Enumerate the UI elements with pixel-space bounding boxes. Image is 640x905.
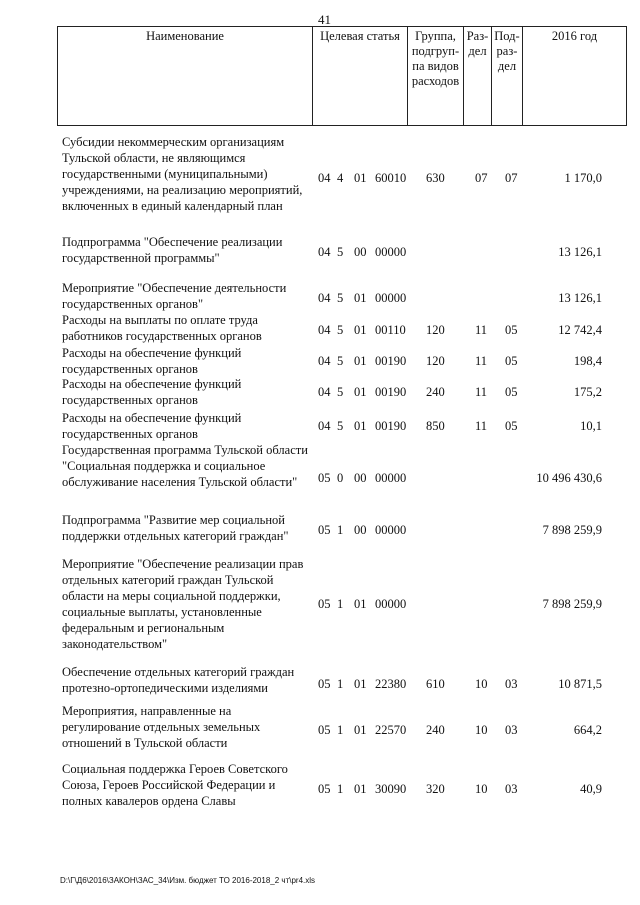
expense-group: 320 (426, 782, 445, 796)
row-name: Мероприятия, направленные на регулирование отдельных земельных отношений в Тульской области (62, 704, 261, 750)
row-name: Подпрограмма "Обеспечение реализации государственной программы" (62, 235, 283, 265)
target-direction-code: 00000 (375, 523, 407, 537)
target-direction-code: 00000 (375, 597, 407, 611)
target-program-code: 04 (318, 291, 331, 305)
header-year: 2016 год (523, 27, 627, 126)
amount-2016: 40,9 (580, 782, 602, 796)
header-target: Целевая статья (313, 27, 408, 126)
header-name: Наименование (58, 27, 313, 126)
target-subprogram-code: 1 (337, 782, 344, 796)
subsection-code: 05 (505, 419, 518, 433)
section-code: 11 (475, 354, 488, 368)
target-event-code: 01 (354, 291, 367, 305)
target-subprogram-code: 5 (337, 385, 344, 399)
amount-2016: 13 126,1 (558, 291, 602, 305)
amount-2016: 13 126,1 (558, 245, 602, 259)
subsection-code: 05 (505, 323, 518, 337)
file-path-footer: D:\Г\Д6\2016\ЗАКОН\ЗАС_34\Изм. бюджет ТО 2016-2018_2 чт\pr4.xls (60, 876, 316, 885)
section-code: 11 (475, 385, 488, 399)
target-program-code: 04 (318, 354, 331, 368)
target-subprogram-code: 5 (337, 245, 344, 259)
target-program-code: 04 (318, 385, 331, 399)
target-subprogram-code: 5 (337, 323, 344, 337)
row-name: Расходы на обеспечение функций государственных органов (62, 346, 242, 376)
target-direction-code: 00000 (375, 471, 407, 485)
row-name: Расходы на обеспечение функций государственных органов (62, 377, 242, 407)
amount-2016: 10 871,5 (558, 677, 602, 691)
target-subprogram-code: 1 (337, 677, 344, 691)
header-section: Раз-дел (464, 27, 492, 126)
target-subprogram-code: 0 (337, 471, 344, 485)
section-code: 10 (475, 723, 488, 737)
amount-2016: 664,2 (573, 723, 602, 737)
header-group: Группа, подгруп-па видов расходов (408, 27, 464, 126)
subsection-code: 05 (505, 354, 518, 368)
amount-2016: 10 496 430,6 (536, 471, 602, 485)
subsection-code: 03 (505, 723, 518, 737)
target-event-code: 01 (354, 723, 367, 737)
target-direction-code: 60010 (375, 171, 407, 185)
row-name: Расходы на выплаты по оплате труда работников государственных органов (62, 313, 262, 343)
section-code: 10 (475, 782, 488, 796)
target-program-code: 05 (318, 597, 331, 611)
target-direction-code: 00190 (375, 354, 407, 368)
target-program-code: 05 (318, 523, 331, 537)
expense-group: 240 (426, 723, 445, 737)
target-event-code: 00 (354, 245, 367, 259)
row-name: Социальная поддержка Героев Советского Союза, Героев Российской Федерации и полных кавалеров ордена Славы (62, 762, 288, 808)
expense-group: 120 (426, 323, 445, 337)
target-direction-code: 30090 (375, 782, 407, 796)
target-event-code: 00 (354, 523, 367, 537)
amount-2016: 175,2 (573, 385, 602, 399)
target-event-code: 01 (354, 385, 367, 399)
amount-2016: 10,1 (580, 419, 602, 433)
target-event-code: 01 (354, 354, 367, 368)
target-program-code: 04 (318, 171, 331, 185)
amount-2016: 7 898 259,9 (542, 523, 602, 537)
target-subprogram-code: 5 (337, 354, 344, 368)
target-subprogram-code: 1 (337, 523, 344, 537)
amount-2016: 198,4 (573, 354, 602, 368)
section-code: 07 (475, 171, 488, 185)
target-program-code: 04 (318, 419, 331, 433)
expense-group: 610 (426, 677, 445, 691)
subsection-code: 07 (505, 171, 518, 185)
target-program-code: 04 (318, 323, 331, 337)
target-direction-code: 00110 (375, 323, 406, 337)
target-program-code: 04 (318, 245, 331, 259)
target-subprogram-code: 5 (337, 419, 344, 433)
section-code: 11 (475, 419, 488, 433)
target-program-code: 05 (318, 782, 331, 796)
row-name: Обеспечение отдельных категорий граждан протезно-ортопедическими изделиями (62, 665, 295, 695)
target-direction-code: 00190 (375, 419, 407, 433)
target-event-code: 01 (354, 677, 367, 691)
amount-2016: 7 898 259,9 (542, 597, 602, 611)
target-program-code: 05 (318, 723, 331, 737)
page-number: 41 (318, 12, 331, 27)
target-program-code: 05 (318, 677, 331, 691)
subsection-code: 03 (505, 782, 518, 796)
target-event-code: 01 (354, 597, 367, 611)
subsection-code: 05 (505, 385, 518, 399)
target-subprogram-code: 1 (337, 723, 344, 737)
row-name: Мероприятие "Обеспечение реализации прав отдельных категорий граждан Тульской области на меры социальной поддержки, социальные выплаты, установленные федеральным и региональным законодательством" (62, 557, 304, 651)
target-direction-code: 00190 (375, 385, 407, 399)
row-name: Субсидии некоммерческим организациям Тульской области, не являющимся государственными (муниципальными) учреждениями, на реализацию мероприятий, включенных в единый календарный план (62, 135, 303, 213)
row-name: Подпрограмма "Развитие мер социальной поддержки отдельных категорий граждан" (62, 513, 289, 543)
row-name: Мероприятие "Обеспечение деятельности государственных органов" (62, 281, 287, 311)
amount-2016: 12 742,4 (558, 323, 602, 337)
target-direction-code: 22570 (375, 723, 407, 737)
header-subsection: Под-раз-дел (492, 27, 523, 126)
expense-group: 240 (426, 385, 445, 399)
section-code: 11 (475, 323, 488, 337)
section-code: 10 (475, 677, 488, 691)
subsection-code: 03 (505, 677, 518, 691)
target-event-code: 01 (354, 171, 367, 185)
expense-group: 850 (426, 419, 445, 433)
target-event-code: 01 (354, 782, 367, 796)
amount-2016: 1 170,0 (564, 171, 602, 185)
target-direction-code: 00000 (375, 245, 407, 259)
expense-group: 120 (426, 354, 445, 368)
target-event-code: 00 (354, 471, 367, 485)
target-event-code: 01 (354, 323, 367, 337)
target-direction-code: 00000 (375, 291, 407, 305)
target-subprogram-code: 1 (337, 597, 344, 611)
target-direction-code: 22380 (375, 677, 407, 691)
row-name: Расходы на обеспечение функций государственных органов (62, 411, 242, 441)
target-program-code: 05 (318, 471, 331, 485)
target-subprogram-code: 4 (337, 171, 344, 185)
target-subprogram-code: 5 (337, 291, 344, 305)
target-event-code: 01 (354, 419, 367, 433)
expense-group: 630 (426, 171, 445, 185)
row-name: Государственная программа Тульской области "Социальная поддержка и социальное обслуживание населения Тульской области" (62, 443, 308, 489)
